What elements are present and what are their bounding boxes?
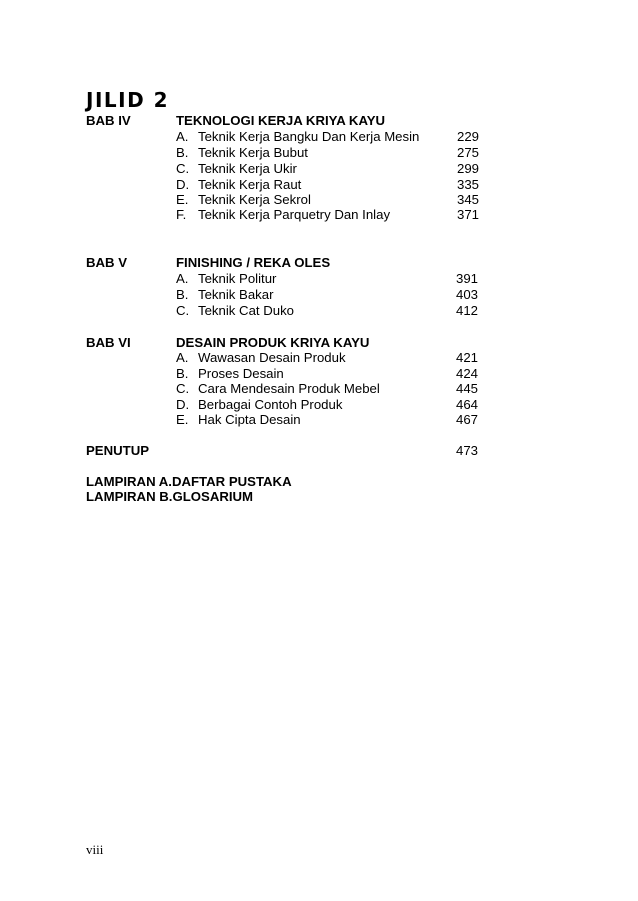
item-letter: B. — [176, 145, 189, 160]
closing-page-number: 473 — [455, 443, 478, 458]
item-letter: D. — [176, 177, 190, 192]
page-number: 403 — [455, 287, 478, 302]
toc-entry: Teknik Bakar — [198, 287, 274, 302]
page-number: 412 — [455, 303, 478, 318]
chapter-title: TEKNOLOGI KERJA KRIYA KAYU — [176, 113, 386, 128]
toc-entry: Teknik Kerja Bangku Dan Kerja Mesin — [198, 129, 420, 144]
page-number: 345 — [456, 192, 479, 207]
chapter-label: BAB VI — [86, 335, 131, 350]
toc-entry: Teknik Kerja Sekrol — [198, 192, 311, 207]
chapter-title: DESAIN PRODUK KRIYA KAYU — [176, 335, 370, 350]
toc-entry: Proses Desain — [198, 366, 284, 381]
page-number: 464 — [455, 397, 478, 412]
page-number: 391 — [455, 271, 478, 286]
item-letter: F. — [176, 207, 187, 222]
item-letter: A. — [176, 129, 189, 144]
page-number: 275 — [456, 145, 479, 160]
page-number: 335 — [456, 177, 479, 192]
chapter-label: BAB V — [86, 255, 128, 270]
toc-entry: Teknik Kerja Parquetry Dan Inlay — [198, 207, 391, 222]
item-letter: A. — [176, 350, 189, 365]
toc-entry: Teknik Cat Duko — [198, 303, 295, 318]
item-letter: C. — [176, 303, 190, 318]
item-letter: D. — [176, 397, 190, 412]
page-number: 421 — [455, 350, 478, 365]
item-letter: B. — [176, 366, 189, 381]
page-number: 445 — [455, 381, 478, 396]
page-number: 371 — [456, 207, 479, 222]
toc-entry: Cara Mendesain Produk Mebel — [198, 381, 380, 396]
toc-entry: Teknik Kerja Ukir — [198, 161, 297, 176]
toc-entry: Berbagai Contoh Produk — [198, 397, 343, 412]
item-letter: C. — [176, 381, 190, 396]
page-number: 229 — [456, 129, 479, 144]
closing-label: PENUTUP — [86, 443, 150, 458]
page-number: 299 — [456, 161, 479, 176]
page-number: 424 — [455, 366, 478, 381]
item-letter: B. — [176, 287, 189, 302]
footer-page-number: viii — [86, 842, 104, 857]
toc-entry: Teknik Kerja Bubut — [198, 145, 308, 160]
item-letter: E. — [176, 412, 189, 427]
toc-entry: Teknik Kerja Raut — [198, 177, 302, 192]
appendix-a: LAMPIRAN A.DAFTAR PUSTAKA — [86, 474, 292, 489]
chapter-label: BAB IV — [86, 113, 131, 128]
appendix-b: LAMPIRAN B.GLOSARIUM — [86, 489, 254, 504]
page-number: 467 — [455, 412, 478, 427]
toc-entry: Wawasan Desain Produk — [198, 350, 346, 365]
chapter-title: FINISHING / REKA OLES — [176, 255, 331, 270]
item-letter: E. — [176, 192, 189, 207]
toc-entry: Hak Cipta Desain — [198, 412, 301, 427]
item-letter: A. — [176, 271, 189, 286]
toc-entry: Teknik Politur — [198, 271, 277, 286]
volume-title: JILID 2 — [86, 88, 170, 112]
item-letter: C. — [176, 161, 190, 176]
